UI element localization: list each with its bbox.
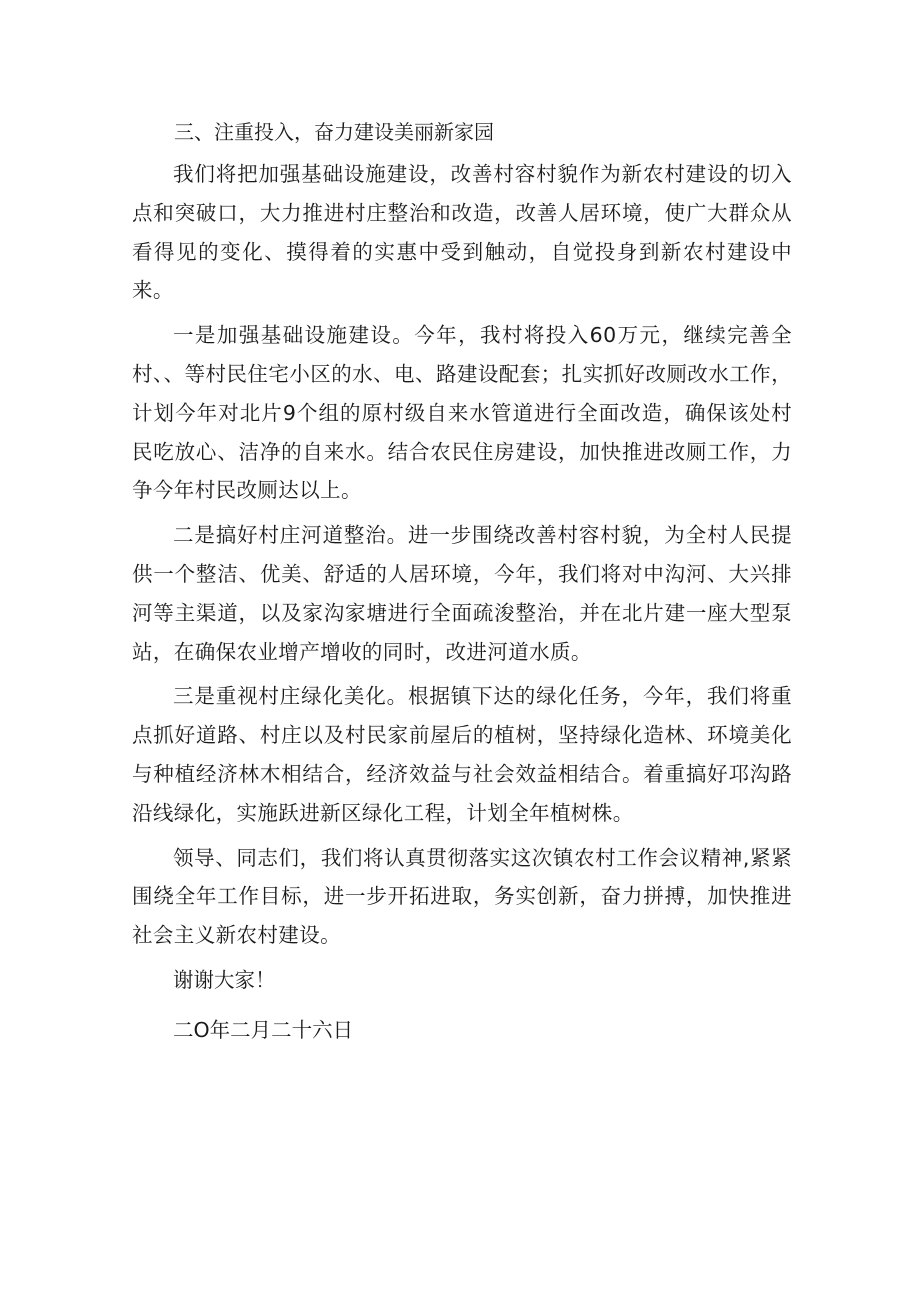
paragraph-infrastructure: 一是加强基础设施建设。今年，我村将投入60万元，继续完善全村、、等村民住宅小区的水、电、路建设配套；扎实抓好改厕改水工作，计划今年对北片9个组的原村级自来水管道进行全面改造，确保该处村民吃放心、洁净的自来水。结合农民住房建设，加快推进改厕工作，力争今年村民改厕达以上。 — [132, 323, 792, 503]
closing-thanks: 谢谢大家！ — [173, 967, 276, 992]
paragraph-intro: 我们将把加强基础设施建设，改善村容村貌作为新农村建设的切入点和突破口，大力推进村庄整治和改造，改善人居环境，使广大群众从看得见的变化、摸得着的实惠中受到触动，自觉投身到新农村建设中来。 — [132, 162, 792, 303]
section-heading: 三、注重投入，奋力建设美丽新家园 — [174, 120, 494, 144]
paragraph-river-management: 二是搞好村庄河道整治。进一步围绕改善村容村貌，为全村人民提供一个整洁、优美、舒适的人居环境，今年，我们将对中沟河、大兴排河等主渠道，以及家沟家塘进行全面疏浚整治，并在北片建一座大型泵站，在确保农业增产增收的同时，改进河道水质。 — [132, 523, 792, 664]
document-date: 二O年二月二十六日 — [173, 1017, 354, 1042]
paragraph-conclusion: 领导、同志们，我们将认真贯彻落实这次镇农村工作会议精神,紧紧围绕全年工作目标，进一步开拓进取，务实创新，奋力拼搏，加快推进社会主义新农村建设。 — [132, 845, 792, 948]
document-body — [132, 113, 792, 1049]
paragraph-greening: 三是重视村庄绿化美化。根据镇下达的绿化任务，今年，我们将重点抓好道路、村庄以及村民家前屋后的植树，坚持绿化造林、环境美化与种植经济林木相结合，经济效益与社会效益相结合。着重搞好邛沟路沿线绿化，实施跃进新区绿化工程，计划全年植树株。 — [132, 684, 792, 825]
